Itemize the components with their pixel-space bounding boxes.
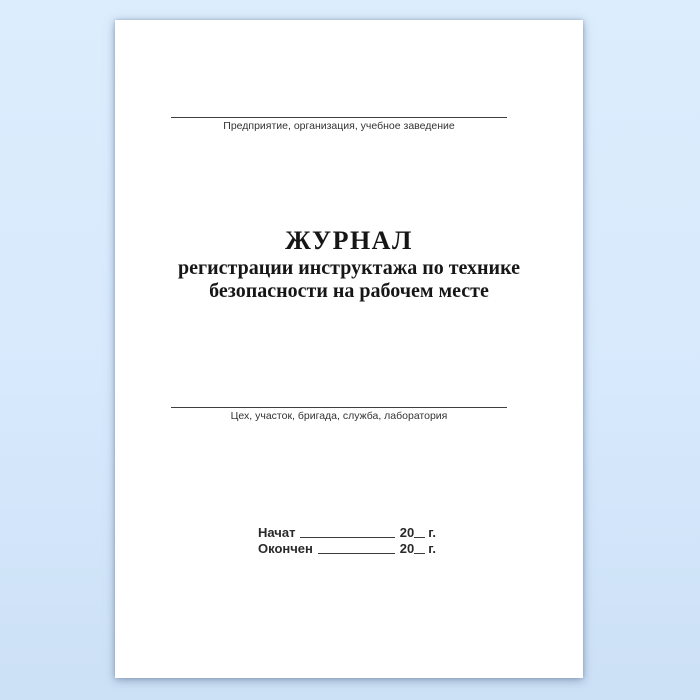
date-started-year-gap — [414, 537, 425, 538]
journal-title: ЖУРНАЛ — [285, 226, 413, 255]
organization-field-caption: Предприятие, организация, учебное заведение — [223, 120, 455, 132]
journal-subtitle — [115, 257, 583, 303]
date-finished-year-gap — [414, 553, 425, 554]
journal-subtitle-line-1: регистрации инструктажа по технике — [178, 257, 520, 279]
department-fill-line — [171, 407, 507, 408]
dates-block — [258, 524, 436, 556]
date-finished-year-suffix: г. — [428, 541, 436, 556]
date-started-label: Начат — [258, 525, 296, 540]
date-started-year-prefix: 20 — [399, 525, 415, 540]
date-started-row — [258, 524, 436, 540]
organization-field — [171, 117, 507, 133]
document-page — [115, 20, 583, 678]
department-field-caption: Цех, участок, бригада, служба, лаборатория — [230, 410, 448, 422]
journal-subtitle-line-2: безопасности на рабочем месте — [209, 280, 489, 302]
organization-fill-line — [171, 117, 507, 118]
date-finished-fill-line — [318, 553, 395, 554]
date-finished-year-prefix: 20 — [399, 541, 415, 556]
date-finished-row — [258, 540, 436, 556]
date-started-year-suffix: г. — [428, 525, 436, 540]
date-started-fill-line — [300, 537, 394, 538]
department-field — [171, 407, 507, 423]
date-finished-label: Окончен — [258, 541, 313, 556]
